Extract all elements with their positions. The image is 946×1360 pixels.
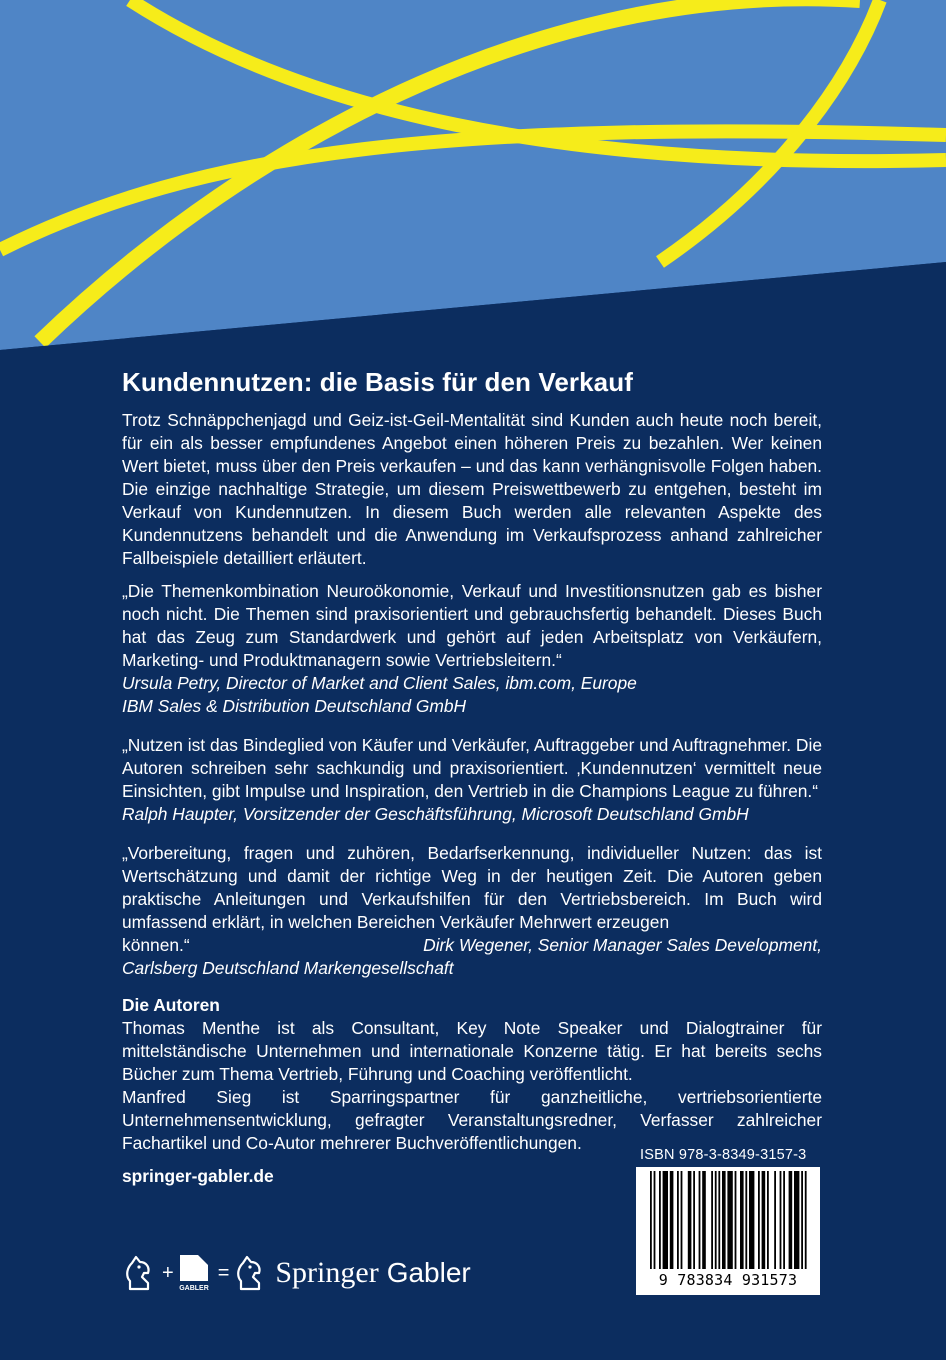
quote-1-attribution-line-1: Ursula Petry, Director of Market and Client Sales, ibm.com, Europe [122,673,637,693]
quote-2 [122,734,822,826]
quote-1-attribution-line-2: IBM Sales & Distribution Deutschland GmbH [122,696,467,716]
barcode-bar [794,1171,799,1269]
barcode-bar [767,1171,769,1269]
gabler-small-label: GABLER [178,1285,209,1292]
springer-wordmark: Springer [275,1256,379,1289]
springer-horse-icon-2 [233,1253,269,1293]
author-thomas-menthe: Thomas Menthe ist als Consultant, Key Note Speaker und Dialogtrainer für mittelständische Unternehmen und internationale Konzerne tätig. Er hat bereits sechs Bücher zum Thema Vertrieb, Führung und Coaching veröffentlicht. [122,1018,822,1084]
author-manfred-sieg: Manfred Sieg ist Sparringspartner für ganzheitliche, vertriebsorientierte Unternehmensentwicklung, gefragter Veranstaltungsredner, Verfasser zahlreicher Fachartikel und Co-Autor mehrerer Buchveröffentlichungen. [122,1087,822,1153]
barcode-bar [659,1171,661,1269]
publisher-logos [122,1248,471,1298]
barcode-bar [762,1171,766,1269]
quote-3 [122,842,822,980]
barcode-bar [805,1171,807,1269]
barcode-bar [749,1171,754,1269]
barcode-bar [745,1171,747,1269]
authors-heading: Die Autoren [122,995,220,1015]
authors-section [122,994,822,1155]
quote-1-text: „Die Themenkombination Neuroökonomie, Verkauf und Investitionsnutzen gab es bisher noch nicht. Die Themen sind praxisorientiert und gebrauchsfertig behandelt. Dieses Buch hat das Zeug zum Standardwerk und gehört auf jeden Arbeitsplatz von Verkäufern, Marketing- und Produktmanagern sowie Vertriebsleitern.“ [122,581,822,670]
barcode-bar [722,1171,726,1269]
barcode-bar [715,1171,717,1269]
barcode-bar [789,1171,793,1269]
book-title: Kundennutzen: die Basis für den Verkauf [122,367,633,397]
blurb-paragraph: Trotz Schnäppchenjagd und Geiz-ist-Geil-Mentalität sind Kunden auch heute noch bereit, für ein als besser empfundenes Angebot einen höheren Preis zu bezahlen. Wer keinen Wert bietet, muss über den Preis verkaufen – und das kann verhängnisvolle Folgen haben. Die einzige nachhaltige Strategie, um diesem Preiswettbewerb zu entgehen, besteht im Verkauf von Kundennutzen. In diesem Buch werden alle relevanten Aspekte des Kundennutzens behandelt und die Anwendung im Verkaufsprozess anhand zahlreicher Fallbeispiele detailliert erläutert. [122,410,822,568]
barcode-bar [702,1171,706,1269]
barcode-bar [654,1171,656,1269]
quote-3-attribution-line-1: Dirk Wegener, Senior Manager Sales Development, [423,935,822,955]
barcode-bar [670,1171,674,1269]
barcode-bar [681,1171,683,1269]
barcode-bar [783,1171,785,1269]
barcode-bar [735,1171,737,1269]
publisher-website: springer-gabler.de [122,1166,274,1186]
barcode-bar [711,1171,713,1269]
barcode-bar [663,1171,668,1269]
plus-sign: + [162,1261,174,1284]
quote-3-attribution-line-2: Carlsberg Deutschland Markengesellschaft [122,958,454,978]
barcode-bar [650,1171,652,1269]
quote-3-text-end: können.“ [122,935,190,955]
main-text-block [122,365,822,1155]
barcode-bar [688,1171,692,1269]
barcode-bar [699,1171,701,1269]
barcode-digits: 9 783834 931573 [658,1271,798,1289]
isbn-barcode [636,1167,820,1295]
gabler-block-icon [178,1253,214,1293]
quote-3-text: „Vorbereitung, fragen und zuhören, Bedarfserkennung, individueller Nutzen: das ist Wertschätzung und damit der richtige Weg in der heutigen Zeit. Die Autoren geben praktische Anleitungen und Verkaufshilfen für den Vertriebsbereich. Im Buch wird umfassend erklärt, in welchen Bereichen Verkäufer Mehrwert erzeugen [122,843,822,932]
barcode-bar [693,1171,695,1269]
cover-artwork [0,0,946,360]
equals-sign: = [217,1261,230,1284]
springer-horse-icon [122,1253,158,1293]
barcode-bar [677,1171,679,1269]
barcode-bar [780,1171,782,1269]
barcode-bar [801,1171,803,1269]
gabler-wordmark: Gabler [386,1257,471,1288]
quote-2-text: „Nutzen ist das Bindeglied von Käufer und Verkäufer, Auftraggeber und Auftragnehmer. Die Autoren schreiben sehr sachkundig und praxisorientiert. ‚Kundennutzen‘ vermittelt neue Einsichten, gibt Impulse und Inspiration, den Vertrieb in die Champions League zu führen.“ [122,735,822,801]
quote-2-attribution: Ralph Haupter, Vorsitzender der Geschäftsführung, Microsoft Deutschland GmbH [122,804,749,824]
barcode-bar [727,1171,732,1269]
barcode-bar [718,1171,720,1269]
quote-3-last-line [122,934,822,957]
quote-1 [122,580,822,718]
barcode-bars [636,1167,820,1273]
isbn-label: ISBN 978-3-8349-3157-3 [640,1147,807,1163]
barcode-bar [740,1171,744,1269]
barcode-bar [774,1171,776,1269]
barcode-bar [758,1171,760,1269]
